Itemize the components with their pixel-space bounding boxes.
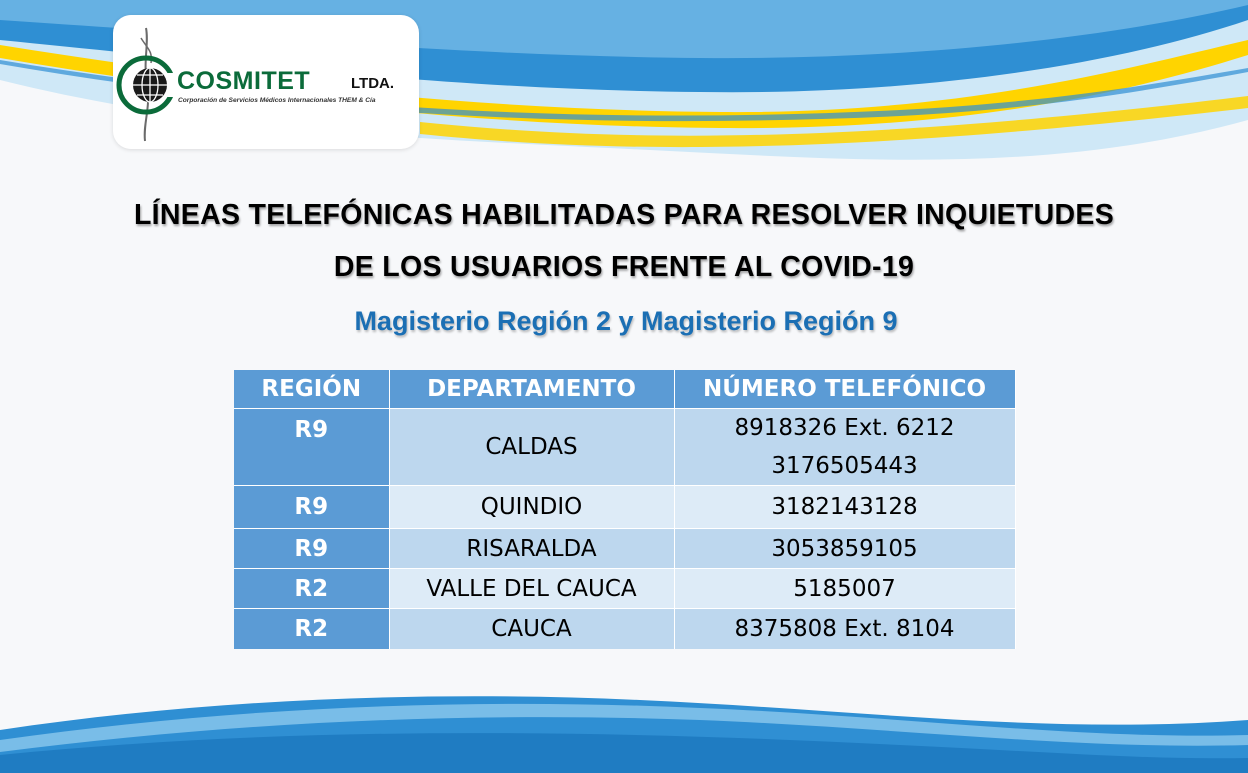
- phone-cell: 3182143128: [674, 486, 1015, 529]
- table-row: [234, 609, 1015, 649]
- phone-cell: 5185007: [674, 569, 1015, 609]
- department-cell: CALDAS: [389, 409, 674, 486]
- phone-cell: 3053859105: [674, 529, 1015, 569]
- phone-number: 8918326 Ext. 6212: [734, 415, 955, 441]
- phone-cell: [674, 409, 1015, 486]
- column-header-phone: NÚMERO TELEFÓNICO: [674, 370, 1015, 409]
- table-row: [234, 486, 1015, 529]
- phone-number: 3176505443: [771, 453, 918, 479]
- logo-tagline: Corporación de Servicios Médicos Internacionales THEM & Cía: [178, 97, 376, 104]
- column-header-department: DEPARTAMENTO: [389, 370, 674, 409]
- region-cell: R2: [234, 609, 389, 649]
- phone-lines-table: [234, 370, 1016, 649]
- phone-cell: 8375808 Ext. 8104: [674, 609, 1015, 649]
- table-header-row: [234, 370, 1015, 409]
- department-cell: RISARALDA: [389, 529, 674, 569]
- region-cell: R9: [234, 409, 389, 486]
- department-cell: QUINDIO: [389, 486, 674, 529]
- logo-card: [113, 15, 419, 149]
- cosmitet-globe-icon: [113, 23, 183, 143]
- page-title-line-2: DE LOS USUARIOS FRENTE AL COVID-19: [333, 251, 915, 283]
- department-cell: VALLE DEL CAUCA: [389, 569, 674, 609]
- page-subtitle: Magisterio Región 2 y Magisterio Región 9: [354, 306, 898, 336]
- region-cell: R9: [234, 529, 389, 569]
- logo-name: COSMITET: [177, 67, 311, 95]
- region-cell: R2: [234, 569, 389, 609]
- page-title-line-1: LÍNEAS TELEFÓNICAS HABILITADAS PARA RESOLVER INQUIETUDES: [133, 199, 1115, 231]
- column-header-region: REGIÓN: [234, 370, 389, 409]
- region-cell: R9: [234, 486, 389, 529]
- logo-suffix: LTDA.: [351, 75, 395, 92]
- department-cell: CAUCA: [389, 609, 674, 649]
- table-row: [234, 569, 1015, 609]
- table-row: [234, 409, 1015, 486]
- table-row: [234, 529, 1015, 569]
